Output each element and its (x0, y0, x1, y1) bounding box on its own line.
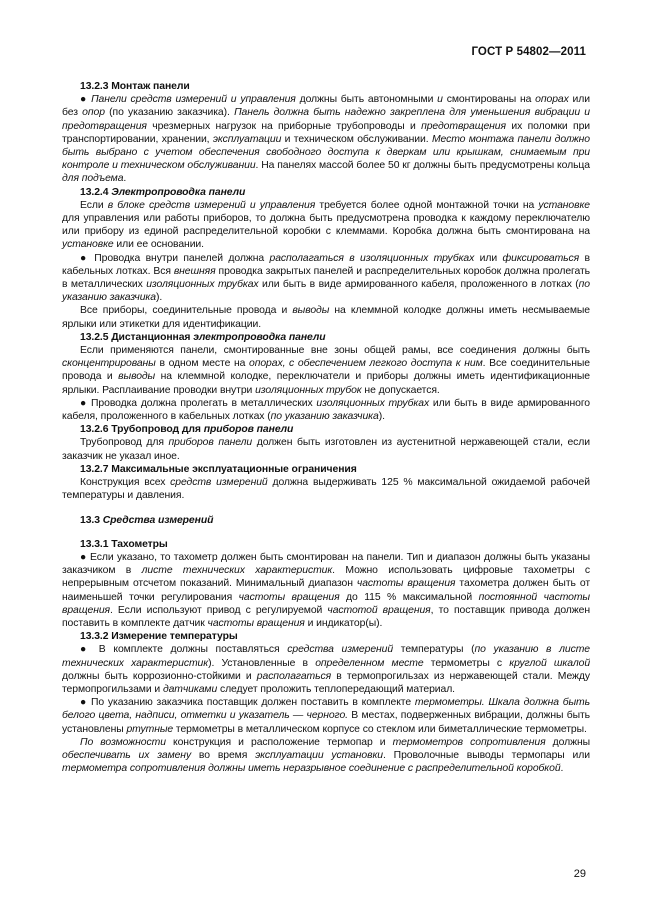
paragraph: Если в блоке средств измерений и управления требуется более одной монтажной точки на установке для управления или работы приборов, то должна быть предусмотрена проводка к каждому переключателю или прибору из единой распределительной коробки с клеммами. Коробка должна быть смонтирована на установке или ее основании. (62, 199, 590, 251)
paragraph: Если применяются панели, смонтированные вне зоны общей рамы, все соединения должны быть сконцентрированы в одном месте на опорах, с обеспечением легкого доступа к ним. Все соединительные провода и выводы на клеммной колодке, переключатели и приборы должны иметь идентификационные ярлыки. Расплаивание проводки внутри изоляционных трубок не допускается. (62, 345, 590, 396)
paragraph: Все приборы, соединительные провода и выводы на клеммной колодке должны иметь несмываемые ярлыки или этикетки для идентификации. (62, 305, 590, 330)
section-heading: 13.2.4 Электропроводка панели (80, 186, 246, 198)
section-heading: 13.2.7 Максимальные эксплуатационные ограничения (80, 463, 357, 475)
section-heading: 13.2.3 Монтаж панели (80, 81, 190, 92)
paragraph: Конструкция всех средств измерений должна выдерживать 125 % максимальной ожидаемой рабочей температуры и давления. (62, 477, 590, 502)
paragraph: Трубопровод для приборов панели должен быть изготовлен из аустенитной нержавеющей стали, если заказчик не указал иное. (62, 437, 590, 462)
paragraph: ● Проводка внутри панелей должна располагаться в изоляционных трубках или фиксироваться в кабельных лотках. Вся внешняя проводка закрытых панелей и распределительных коробок должна пролегать в металлических изоляционных трубках или быть в виде армированного кабеля, проложенного в лотках (по указанию заказчика). (62, 252, 591, 304)
paragraph: ● Панели средств измерений и управления должны быть автономными и смонтированы на опорах или без опор (по указанию заказчика). Панель должна быть надежно закреплена для уменьшения вибрации и предотвращения чрезмерных нагрузок на приборные трубопроводы и предотвращения их поломки при транспортировании, хранении, эксплуатации и техническом обслуживании. Место монтажа панели должно быть выбрано с учетом обеспечения свободного доступа к дверкам или крышкам, снимаемым при контроле и техническом обслуживании. На панелях массой более 50 кг должны быть предусмотрены кольца для подъема. (62, 94, 591, 185)
section-heading: 13.2.6 Трубопровод для приборов панели (80, 424, 294, 436)
paragraph: ● Проводка должна пролегать в металлических изоляционных трубках или быть в виде армированного кабеля, проложенного в кабельных лотках (по указанию заказчика). (62, 397, 590, 423)
paragraph: По возможности конструкция и расположение термопар и термометров сопротивления должны обеспечивать их замену во время эксплуатации установки. Проволочные выводы термопары или термометра сопротивления должны иметь неразрывное соединение с распределительной коробкой. (62, 736, 591, 775)
document-body (62, 80, 590, 775)
section-heading: 13.3 Средства измерений (80, 514, 214, 526)
paragraph: ● Если указано, то тахометр должен быть смонтирован на панели. Тип и диапазон должны быть указаны заказчиком в листе технических характеристик. Можно использовать цифровые тахометры с непрерывным отсчетом показаний. Минимальный диапазон частоты вращения тахометра должен быть от наименьшей точки регулирования частоты вращения до 115 % максимальной постоянной частоты вращения. Если используют привод с регулируемой частотой вращения, то поставщик привода должен поставить в комплекте датчик частоты вращения и индикатор(ы). (62, 551, 591, 629)
document-id-header: ГОСТ Р 54802—2011 (471, 46, 586, 58)
section-heading: 13.3.1 Тахометры (80, 538, 168, 550)
section-heading: 13.2.5 Дистанционная электропроводка панели (80, 331, 326, 343)
section-heading: 13.3.2 Измерение температуры (80, 631, 238, 643)
page-number: 29 (573, 868, 586, 880)
paragraph: ● В комплекте должны поставляться средства измерений температуры (по указанию в листе технических характеристик). Установленные в определенном месте термометры с круглой шкалой должны быть коррозионно-стойкими и располагаться в термопрогильзах из нержавеющей стали. Между термопрогильзами и датчиками следует проложить теплопередающий материал. (62, 644, 591, 695)
paragraph: ● По указанию заказчика поставщик должен поставить в комплекте термометры. Шкала должна быть белого цвета, надписи, отметки и указатель — черного. В местах, подверженных вибрации, должны быть установлены ртутные термометры в металлическом корпусе со стеклом или биметаллические термометры. (62, 697, 590, 735)
